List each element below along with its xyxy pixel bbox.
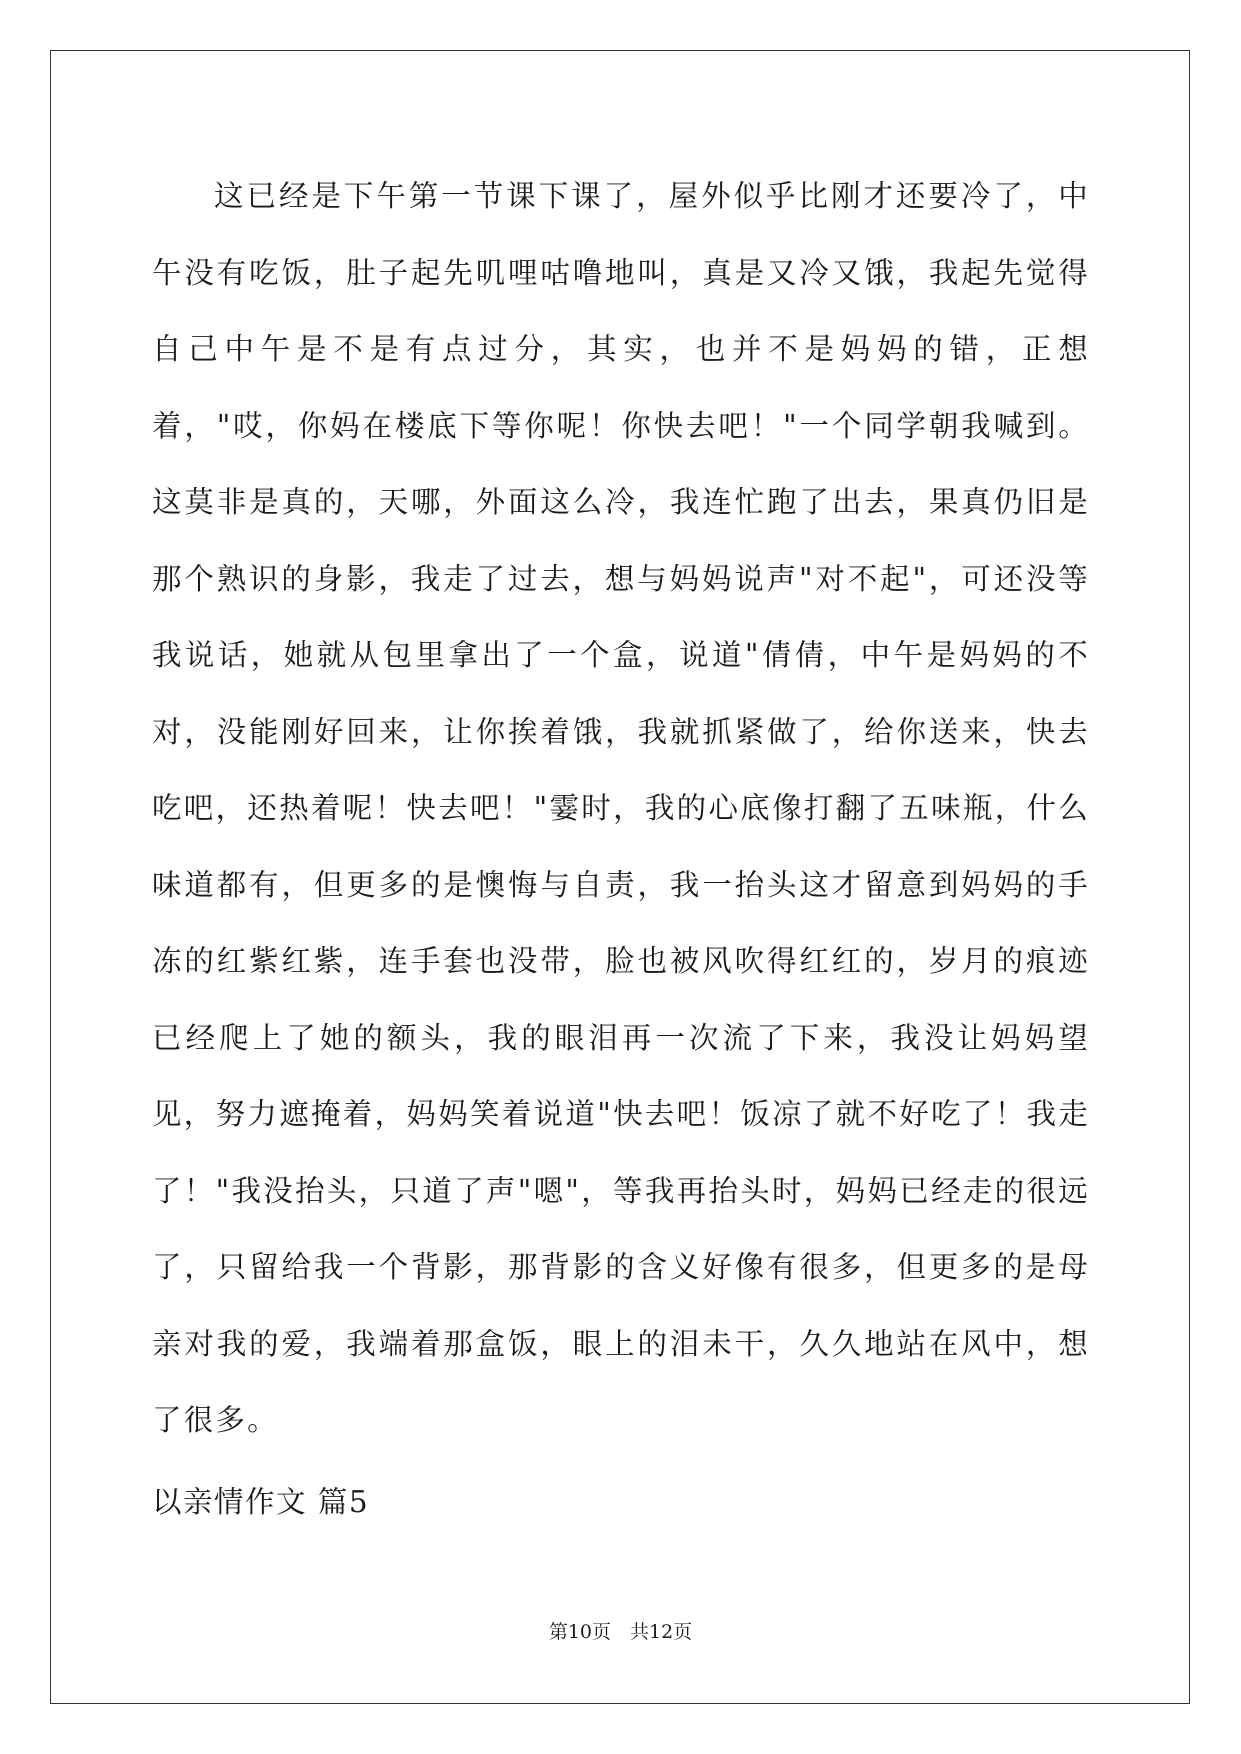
body-paragraph: 这已经是下午第一节课下课了，屋外似乎比刚才还要冷了，中午没有吃饭，肚子起先叽哩咕噜地叫，真是又冷又饿，我起先觉得自己中午是不是有点过分，其实，也并不是妈妈的错，正想着，"哎，你妈在楼底下等你呢！你快去吧！"一个同学朝我喊到。这莫非是真的，天哪，外面这么冷，我连忙跑了出去，果真仍旧是那个熟识的身影，我走了过去，想与妈妈说声"对不起"，可还没等我说话，她就从包里拿出了一个盒，说道"倩倩，中午是妈妈的不对，没能刚好回来，让你挨着饿，我就抓紧做了，给你送来，快去吃吧，还热着呢！快去吧！"霎时，我的心底像打翻了五味瓶，什么味道都有，但更多的是懊悔与自责，我一抬头这才留意到妈妈的手冻的红紫红紫，连手套也没带，脸也被风吹得红红的，岁月的痕迹已经爬上了她的额头，我的眼泪再一次流了下来，我没让妈妈望见，努力遮掩着，妈妈笑着说道"快去吧！饭凉了就不好吃了！我走了！"我没抬头，只道了声"嗯"，等我再抬头时，妈妈已经走的很远了，只留给我一个背影，那背影的含义好像有很多，但更多的是母亲对我的爱，我端着那盒饭，眼上的泪未干，久久地站在风中，想了很多。 [152, 179, 1090, 1437]
page-number-footer: 第10页 共12页 [548, 1621, 693, 1643]
section-heading: 以亲情作文 篇5 [152, 1485, 370, 1519]
